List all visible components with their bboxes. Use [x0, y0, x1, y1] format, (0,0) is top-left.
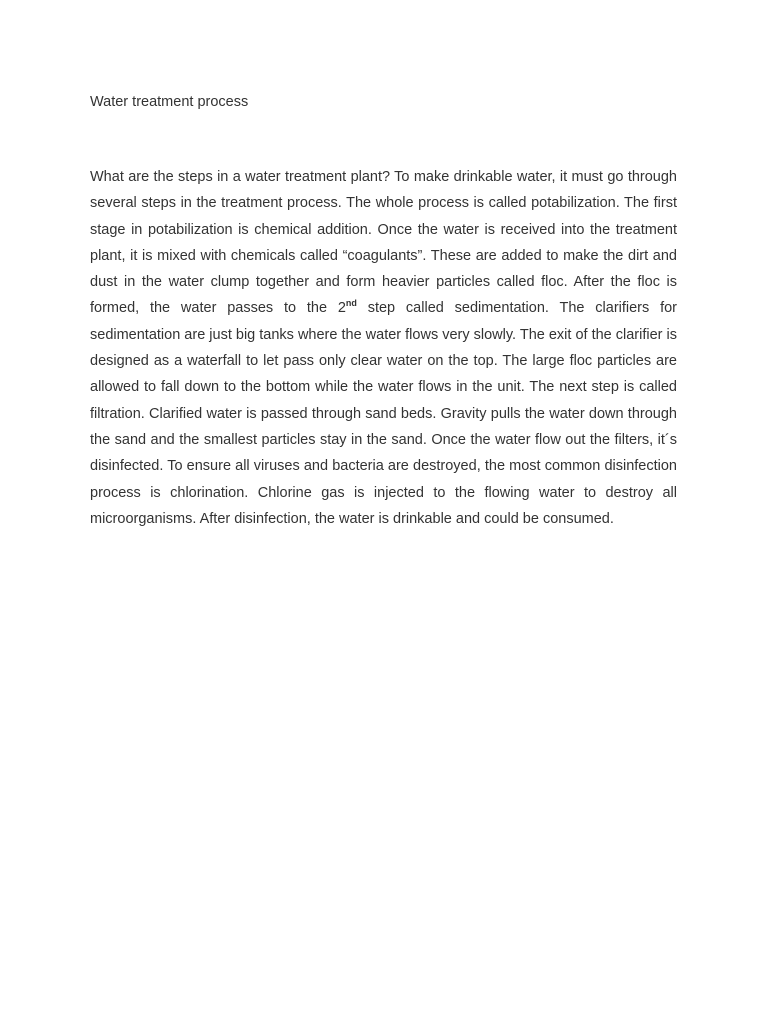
body-text-part-1: What are the steps in a water treatment plant? To make drinkable water, it must go through several steps in the treatment process. The whole process is called potabilization. The first stage in potabilization is chemical addition. Once the water is received into the treatment plant, it is mixed with chemicals called “coagulants”. These are added to make the dirt and dust in the water clump together and form heavier particles called floc. After the floc is formed, the water passes to the 2 — [90, 169, 677, 317]
body-paragraph — [90, 164, 677, 532]
document-title: Water treatment process — [90, 94, 249, 110]
ordinal-suffix: nd — [345, 298, 357, 309]
body-text-part-2: step called sedimentation. The clarifiers for sedimentation are just big tanks where the water flows very slowly. The exit of the clarifier is designed as a waterfall to let pass only clear water on the top. The large floc particles are allowed to fall down to the bottom while the water flows in the unit. The next step is called filtration. Clarified water is passed through sand beds. Gravity pulls the water down through the sand and the smallest particles stay in the sand. Once the water flow out the filters, it´s disinfected. To ensure all viruses and bacteria are destroyed, the most common disinfection process is chlorination. Chlorine gas is injected to the flowing water to destroy all microorganisms. After disinfection, the water is drinkable and could be consumed. — [90, 300, 677, 527]
